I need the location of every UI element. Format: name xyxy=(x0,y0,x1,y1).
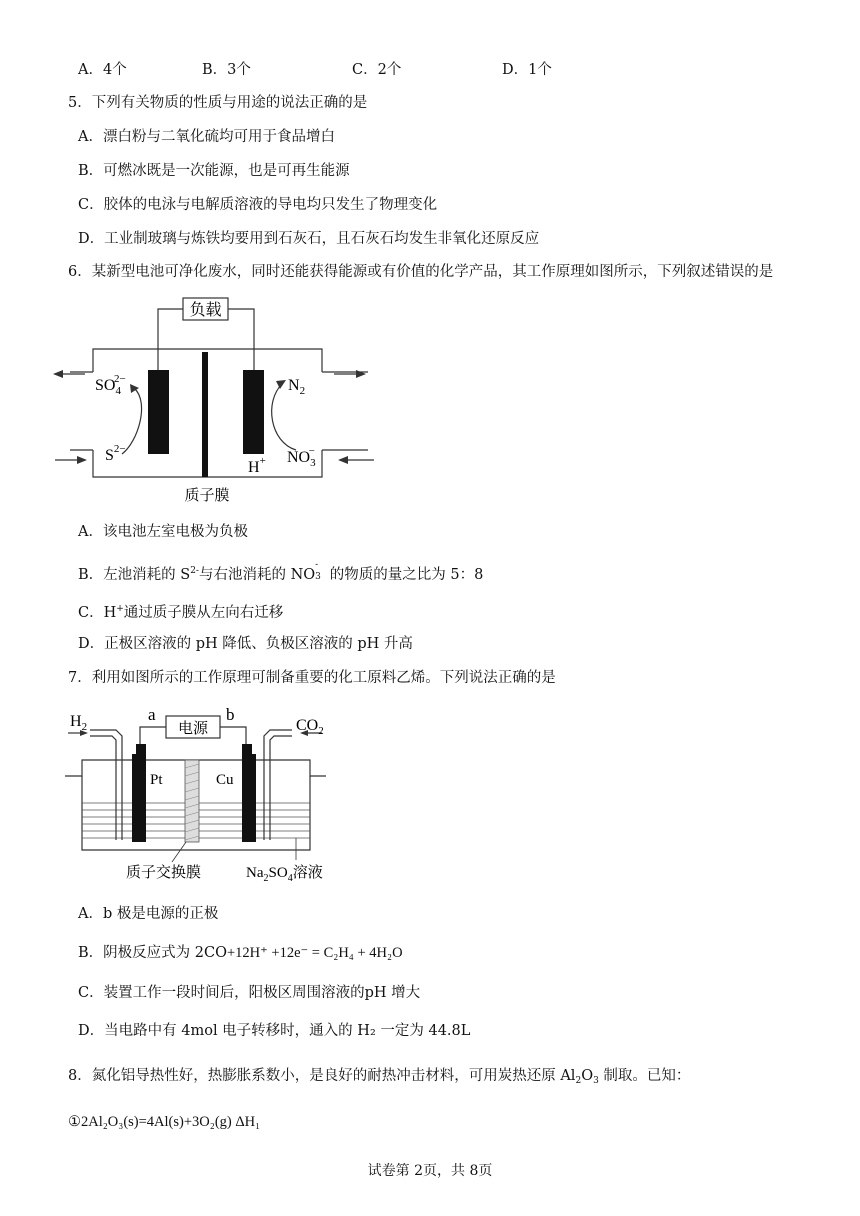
q6-option-d: D．正极区溶液的 pH 降低、负极区溶液的 pH 升高 xyxy=(78,636,413,652)
q5-option-b: B．可燃冰既是一次能源，也是可再生能源 xyxy=(78,163,350,179)
q5-option-a: A．漂白粉与二氧化硫均可用于食品增白 xyxy=(78,129,335,145)
q7-option-d: D．当电路中有 4mol 电子转移时，通入的 H₂ 一定为 44.8L xyxy=(78,1023,471,1039)
q4-option-d: D．1个 xyxy=(502,62,552,78)
cu-electrode xyxy=(242,754,256,842)
right-wire xyxy=(228,309,254,370)
q6-stem: 6．某新型电池可净化废水，同时还能获得能源或有价值的化学产品，其工作原理如图所示，下列叙述错误的是 xyxy=(68,264,774,280)
left-outflow-arrow-icon xyxy=(53,370,63,378)
pt-electrode xyxy=(132,754,146,842)
solution-label: $Na_2SO_4$溶液 xyxy=(246,863,323,884)
cu-label: Cu xyxy=(216,772,234,788)
q5-option-d: D．工业制玻璃与炼铁均要用到石灰石，且石灰石均发生非氧化还原反应 xyxy=(78,231,540,247)
terminal-b-label: b xyxy=(226,705,235,724)
q8-stem: 8．氮化铝导热性好，热膨胀系数小，是良好的耐热冲击材料，可用炭热还原 $Al_2O_3$ 制取。已知： xyxy=(68,1068,691,1086)
q8-equation-1: ①2Al₂O₃(s)=4Al(s)+3O₂(g) ΔH₁ xyxy=(68,1114,261,1130)
power-label: 电源 xyxy=(177,719,209,737)
co2-tube xyxy=(264,730,292,840)
q7-stem: 7．利用如图所示的工作原理可制备重要的化工原料乙烯。下列说法正确的是 xyxy=(68,670,556,686)
q4-option-b: B．3个 xyxy=(202,62,251,78)
pt-label: Pt xyxy=(150,772,163,788)
q7-option-b: B．阴极反应式为 2CO+12H⁺ +12e⁻ = C₂H₄ + 4H₂O xyxy=(78,945,403,961)
q7-electrolysis-diagram xyxy=(60,700,350,888)
q7-option-a: A．b 极是电源的正极 xyxy=(78,906,219,922)
q6-option-a: A．该电池左室电极为负极 xyxy=(78,524,248,540)
membrane-label: 质子交换膜 xyxy=(126,863,202,881)
left-inflow-arrow-icon xyxy=(77,456,87,464)
load-label: 负载 xyxy=(189,300,222,319)
right-outflow-arrow-icon xyxy=(356,370,366,378)
q6-option-b: B．左池消耗的 $S^{2-}$与右池消耗的 NO - 3 的物质的量之比为 5：8 xyxy=(78,560,484,583)
q6-battery-diagram xyxy=(50,292,390,510)
right-inflow-arrow-icon xyxy=(338,456,348,464)
right-electrode xyxy=(243,370,264,454)
h2-label: $H_2$ xyxy=(70,713,88,733)
left-top-species: $SO_42-$ xyxy=(95,373,126,397)
proton-membrane xyxy=(202,352,208,477)
q7-option-c: C．装置工作一段时间后，阳极区周围溶液的pH 增大 xyxy=(78,985,421,1001)
left-wire xyxy=(158,309,183,370)
q5-stem: 5．下列有关物质的性质与用途的说法正确的是 xyxy=(68,95,368,111)
right-top-species: $N_2$ xyxy=(288,377,306,397)
right-h-species: H+ xyxy=(248,455,266,476)
co2-label: $CO_2$ xyxy=(296,717,324,737)
left-bottom-species: $S^{2-}$ xyxy=(105,443,126,464)
h2-tube xyxy=(90,730,122,840)
terminal-a-label: a xyxy=(148,705,156,724)
q4-option-a: A．4个 xyxy=(78,62,127,78)
page-footer: 试卷第 2页，共 8页 xyxy=(367,1163,493,1179)
q4-option-c: C．2个 xyxy=(352,62,402,78)
right-no3-species: $NO_3-$ xyxy=(287,445,316,469)
q6-option-c: C．H+通过质子膜从左向右迁移 xyxy=(78,604,284,621)
membrane-label: 质子膜 xyxy=(184,486,230,504)
left-electrode xyxy=(148,370,169,454)
q5-option-c: C．胶体的电泳与电解质溶液的导电均只发生了物理变化 xyxy=(78,197,438,213)
